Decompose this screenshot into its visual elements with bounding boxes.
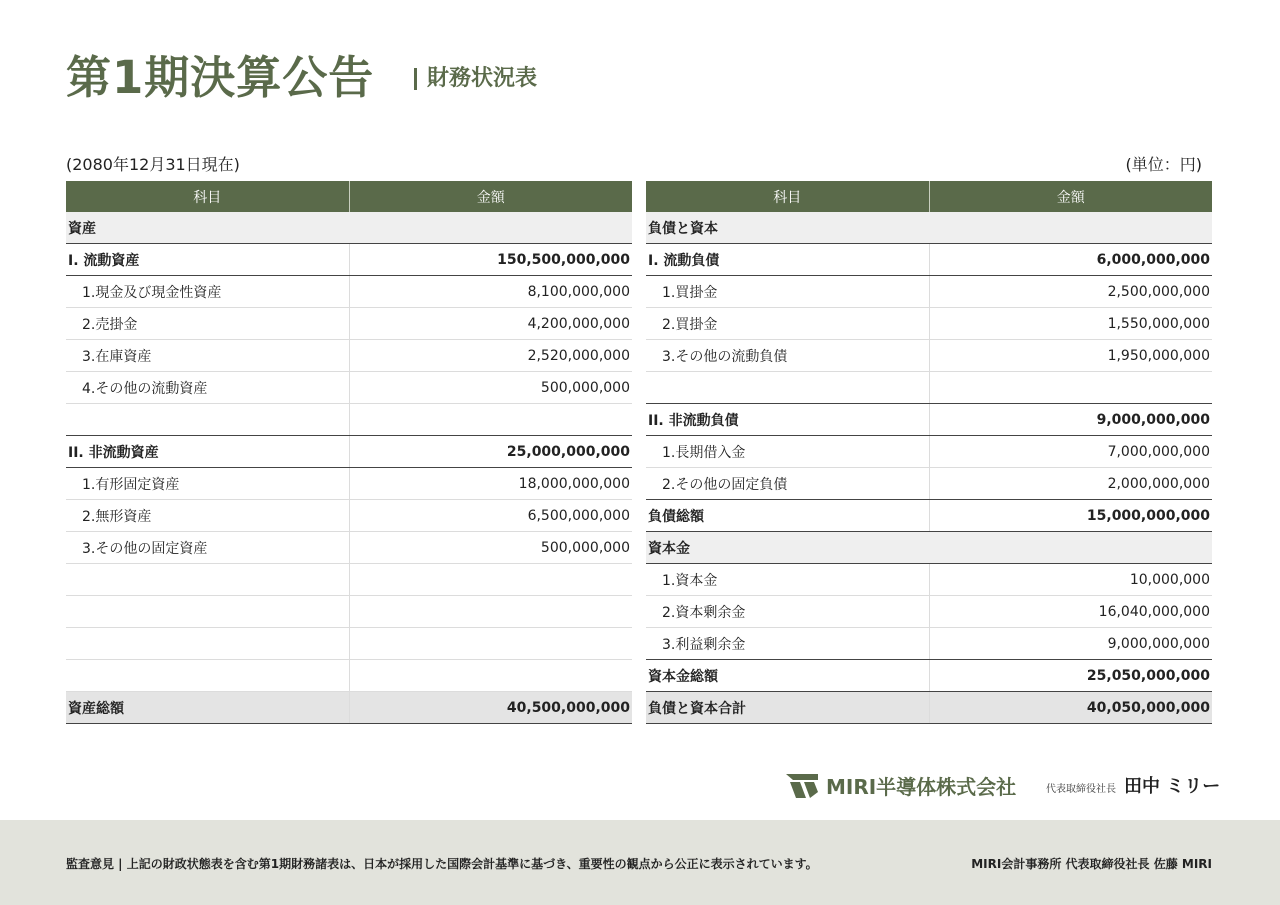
table-row: [646, 564, 1212, 596]
section-row-capital: [646, 532, 1212, 564]
total-row-assets: [66, 692, 632, 724]
subtitle-divider: [414, 68, 417, 90]
group-row-noncurrent-liabilities: [646, 404, 1212, 436]
group-row-current-assets: [66, 244, 632, 276]
representative-name: 田中 ミリー: [1124, 776, 1221, 797]
row-amount: 150,500,000,000: [349, 244, 632, 276]
row-amount: 7,000,000,000: [929, 436, 1212, 468]
table-row: [646, 276, 1212, 308]
company-block: [784, 768, 1016, 802]
row-label: 3.その他の流動負債: [646, 340, 929, 372]
amount-column-header: 金額: [929, 181, 1212, 212]
row-amount: 15,000,000,000: [929, 500, 1212, 532]
empty-row: [66, 596, 632, 628]
row-label: 3.利益剰余金: [646, 628, 929, 660]
row-label: II. 非流動負債: [646, 404, 929, 436]
empty-row: [646, 372, 1212, 404]
audit-opinion: 監査意見 | 上記の財政状態表を含む第1期財務諸表は、日本が採用した国際会計基準に基づき、重要性の観点から公正に表示されています。: [66, 857, 818, 871]
row-amount: 25,050,000,000: [929, 660, 1212, 692]
row-amount: 16,040,000,000: [929, 596, 1212, 628]
subtotal-row-liabilities: [646, 500, 1212, 532]
empty-row: [66, 660, 632, 692]
page-subtitle: [414, 64, 537, 94]
company-name: MIRI半導体株式会社: [826, 774, 1017, 799]
row-label: 4.その他の流動資産: [66, 372, 349, 404]
table-row: [646, 596, 1212, 628]
row-label: 負債総額: [646, 500, 929, 532]
row-label: 負債と資本合計: [646, 692, 929, 724]
row-label: I. 流動負債: [646, 244, 929, 276]
unit-note: (単位：円): [1125, 155, 1202, 174]
table-row: [66, 468, 632, 500]
row-amount: 1,550,000,000: [929, 308, 1212, 340]
row-amount: 1,950,000,000: [929, 340, 1212, 372]
row-label: 1.買掛金: [646, 276, 929, 308]
table-row: [66, 276, 632, 308]
group-row-current-liabilities: [646, 244, 1212, 276]
row-label: 3.その他の固定資産: [66, 532, 349, 564]
row-amount: 2,520,000,000: [349, 340, 632, 372]
row-label: 1.有形固定資産: [66, 468, 349, 500]
representative-block: [1046, 772, 1220, 798]
row-label: 資産総額: [66, 692, 349, 724]
row-amount: 500,000,000: [349, 372, 632, 404]
subject-column-header: 科目: [66, 181, 349, 212]
section-row-assets: [66, 212, 632, 244]
row-amount: 9,000,000,000: [929, 628, 1212, 660]
empty-row: [66, 404, 632, 436]
section-row-liabilities-equity: [646, 212, 1212, 244]
row-label: 2.売掛金: [66, 308, 349, 340]
liabilities-equity-table: [646, 181, 1212, 724]
row-label: 1.現金及び現金性資産: [66, 276, 349, 308]
row-label: 1.資本金: [646, 564, 929, 596]
audit-footer: [0, 820, 1280, 905]
row-label: 1.長期借入金: [646, 436, 929, 468]
row-amount: 40,050,000,000: [929, 692, 1212, 724]
row-amount: 2,500,000,000: [929, 276, 1212, 308]
company-logo-icon: [784, 768, 820, 802]
row-amount: 9,000,000,000: [929, 404, 1212, 436]
row-amount: 6,500,000,000: [349, 500, 632, 532]
subtitle-text: 財務状況表: [427, 66, 538, 91]
row-amount: 8,100,000,000: [349, 276, 632, 308]
table-header-row: [66, 181, 632, 212]
row-label: 2.その他の固定負債: [646, 468, 929, 500]
auditor-signature: MIRI会計事務所 代表取締役社長 佐藤 MIRI: [971, 857, 1212, 871]
table-row: [66, 308, 632, 340]
table-row: [66, 340, 632, 372]
empty-row: [66, 564, 632, 596]
group-row-noncurrent-assets: [66, 436, 632, 468]
row-amount: 18,000,000,000: [349, 468, 632, 500]
row-label: 3.在庫資産: [66, 340, 349, 372]
representative-title: 代表取締役社長: [1046, 784, 1116, 795]
row-amount: 4,200,000,000: [349, 308, 632, 340]
table-row: [646, 308, 1212, 340]
subtotal-row-capital: [646, 660, 1212, 692]
subject-column-header: 科目: [646, 181, 929, 212]
assets-table: [66, 181, 632, 724]
section-label: 資産: [66, 212, 632, 244]
empty-row: [66, 628, 632, 660]
row-label: 資本金総額: [646, 660, 929, 692]
total-row-liabilities-equity: [646, 692, 1212, 724]
table-row: [66, 372, 632, 404]
row-amount: 25,000,000,000: [349, 436, 632, 468]
row-amount: 6,000,000,000: [929, 244, 1212, 276]
table-header-row: [646, 181, 1212, 212]
row-label: 2.無形資産: [66, 500, 349, 532]
row-amount: 10,000,000: [929, 564, 1212, 596]
section-label: 資本金: [646, 532, 1212, 564]
amount-column-header: 金額: [349, 181, 632, 212]
page-title: 第1期決算公告: [66, 51, 375, 104]
table-row: [646, 468, 1212, 500]
table-row: [66, 532, 632, 564]
table-row: [646, 628, 1212, 660]
row-amount: 500,000,000: [349, 532, 632, 564]
table-row: [646, 340, 1212, 372]
row-label: II. 非流動資産: [66, 436, 349, 468]
row-label: I. 流動資産: [66, 244, 349, 276]
table-row: [646, 436, 1212, 468]
section-label: 負債と資本: [646, 212, 1212, 244]
row-label: 2.資本剰余金: [646, 596, 929, 628]
as-of-date: (2080年12月31日現在): [66, 155, 240, 174]
row-amount: 2,000,000,000: [929, 468, 1212, 500]
row-label: 2.買掛金: [646, 308, 929, 340]
row-amount: 40,500,000,000: [349, 692, 632, 724]
table-row: [66, 500, 632, 532]
